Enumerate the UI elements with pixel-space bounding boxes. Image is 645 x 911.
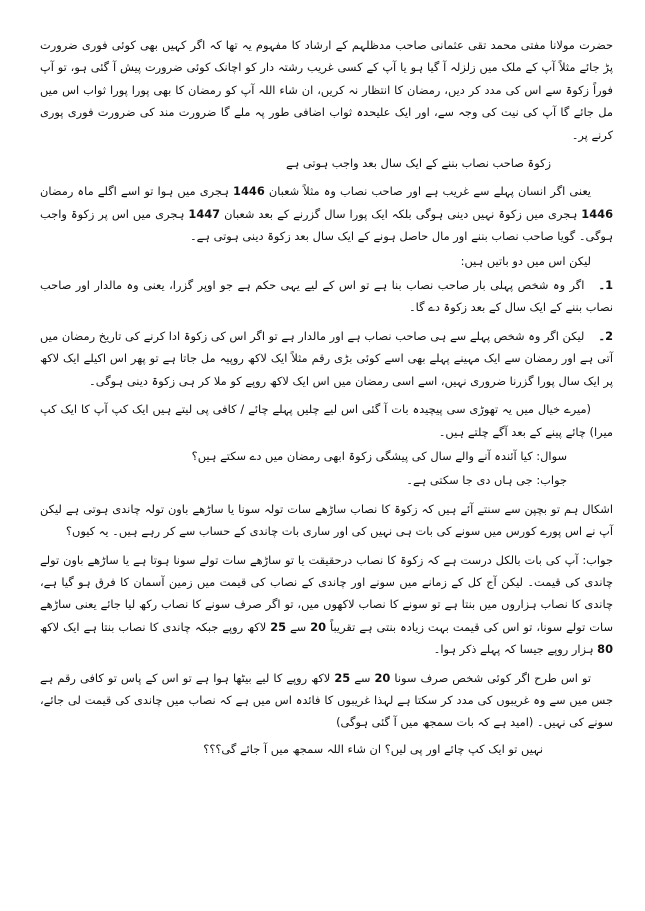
list-number: 1۔ <box>598 278 613 293</box>
answer-gold-silver <box>40 549 613 661</box>
amount-number: 20 <box>310 619 327 634</box>
amount-number: 25 <box>334 670 351 685</box>
list-item-text: اگر وہ شخص پہلی بار صاحب نصاب بنا ہے تو اس کے لیے یہی حکم ہے جو اوپر گزرا، یعنی وہ مالدار اور صاحب نصاب بننے کے ایک سال کے بعد زکوۃ دے گا۔ <box>40 278 613 315</box>
year-number: 1446 <box>581 206 613 221</box>
paragraph-intro: حضرت مولانا مفتی محمد تقی عثمانی صاحب مدظلہم کے ارشاد کا مفہوم یہ تھا کہ اگر کہیں بھی کوئی فوری ضرورت پڑ جائے مثلاً آپ کے ملک میں زلزلہ آ گیا ہو یا آپ کے کسی غریب رشتہ دار کو اچانک کوئی ضرورت پیش آ گئی ہو، تو آپ فوراً زکوۃ سے اس کی مدد کر دیں، رمضان کا انتظار نہ کریں، ان شاء اللہ آپ کو رمضان کا بھی پورا پورا ثواب اس میں مل جائے گا آپ کی نیت کی وجہ سے، اور ایک علیحدہ ثواب اضافی طور پہ ملے گا ضرورت مند کی ضرورت فوری پوری کرنے پر۔ <box>40 38 613 142</box>
text: تو اس طرح اگر کوئی شخص صرف سونا <box>390 670 591 685</box>
text: سے <box>350 670 375 685</box>
list-item-2 <box>40 325 613 392</box>
document-page <box>40 34 613 894</box>
paragraph-two-points: لیکن اس میں دو باتیں ہیں: <box>460 253 591 268</box>
paragraph-objection: اشکال ہم تو بچپن سے سنتے آئے ہیں کہ زکوۃ کا نصاب ساڑھے سات تولہ سونا یا ساڑھے باون تولہ چاندی ہوتی ہے لیکن آپ نے اس پورے کورس میں سونے کی بات ہی نہیں کی اور ساری بات چاندی کے حساب سے کر رہے ہیں۔ یہ کیوں؟ <box>40 501 613 539</box>
amount-number: 80 <box>597 642 613 657</box>
year-number: 1446 <box>233 184 265 199</box>
section-heading: زکوۃ صاحب نصاب بننے کے ایک سال بعد واجب ہوتی ہے <box>285 156 551 171</box>
text: لاکھ روپے جبکہ چاندی کا نصاب بنتا ہے ایک لاکھ <box>40 619 271 634</box>
paragraph-tea-break: (میرے خیال میں یہ تھوڑی سی پیچیدہ بات آ گئی اس لیے چلیں پہلے چائے / کافی پی لیتے ہیں ایک کپ آپ کا ایک کپ میرا) چائے پینے کے بعد آگے چلتے ہیں۔ <box>40 402 613 439</box>
list-number: 2۔ <box>598 328 613 343</box>
paragraph-nisab-year <box>40 180 613 247</box>
text: سے <box>286 619 311 634</box>
paragraph-conclusion <box>40 667 613 734</box>
text: ہجری میں ہوا تو اسے اگلے ماہ رمضان <box>40 184 234 199</box>
amount-number: 25 <box>270 619 287 634</box>
text: ہجری میں اس پر زکوۃ واجب ہوگی۔ گویا صاحب نصاب بننے اور مال حاصل ہونے کے ایک سال بعد زکوۃ دینی ہوتی ہے۔ <box>40 206 613 244</box>
closing-line: نہیں تو ایک کپ چائے اور پی لیں؟ ان شاء اللہ سمجھ میں آ جائے گی؟؟؟ <box>203 741 543 756</box>
list-item-1 <box>40 274 613 319</box>
question-advance-zakat: سوال: کیا آئندہ آنے والے سال کی پیشگی زکوۃ ابھی رمضان میں دے سکتے ہیں؟ <box>191 448 567 463</box>
text: جواب: آپ کی بات بالکل درست ہے کہ زکوۃ کا نصاب درحقیقت یا تو ساڑھے سات تولے سونا ہوتا ہے یا ساڑھے باون تولے چاندی کی قیمت۔ لیکن آج کل کے زمانے میں سونے اور چاندی کے نصاب کی قیمت میں زمین آسمان کا فرق ہو گیا ہے، چاندی کا نصاب ہزاروں میں بنتا ہے تو سونے کا نصاب لاکھوں میں، تو اگر صرف سونے کا نصاب رکھ لیا جائے یعنی ساڑھے سات تولے سونا، تو اس کی قیمت بہت زیادہ بنتی ہے تقریباً <box>40 552 613 634</box>
text: ہزار روپے جیسا کہ پہلے ذکر ہوا۔ <box>433 642 598 657</box>
list-item-text: لیکن اگر وہ شخص پہلے سے ہی صاحب نصاب ہے اور مالدار ہے تو اگر اس کی زکوۃ ادا کرنے کی تاریخ رمضان میں آتی ہے اور رمضان سے ایک مہینے پہلے بھی اسے کوئی بڑی رقم مثلاً ایک لاکھ روپیہ مل جاتا ہے تو پھر اس اکیلے ایک لاکھ پر ایک سال پورا گزرنا ضروری نہیں، اسے اسی رمضان میں اس ایک لاکھ روپے کو ملا کر ہی زکوۃ دینی ہوگی۔ <box>40 328 613 388</box>
text: یعنی اگر انسان پہلے سے غریب ہے اور صاحب نصاب وہ مثلاً شعبان <box>264 184 591 199</box>
answer-advance-zakat: جواب: جی ہاں دی جا سکتی ہے۔ <box>406 473 567 488</box>
text: لاکھ روپے کا لیے بیٹھا ہوا ہے تو اس کے پاس تو کافی رقم ہے جس میں سے وہ غریبوں کی مدد کر سکتا ہے لہذا غریبوں کا فائدہ اس میں ہے کہ نصاب میں چاندی کی قیمت لی جائے، سونے کی نہیں۔ (امید ہے کہ بات سمجھ میں آ گئی ہوگی) <box>40 670 613 730</box>
text: ہجری میں زکوۃ نہیں دینی ہوگی بلکہ ایک پورا سال گزرنے کے بعد شعبان <box>220 206 582 221</box>
year-number: 1447 <box>188 206 221 221</box>
amount-number: 20 <box>374 670 391 685</box>
